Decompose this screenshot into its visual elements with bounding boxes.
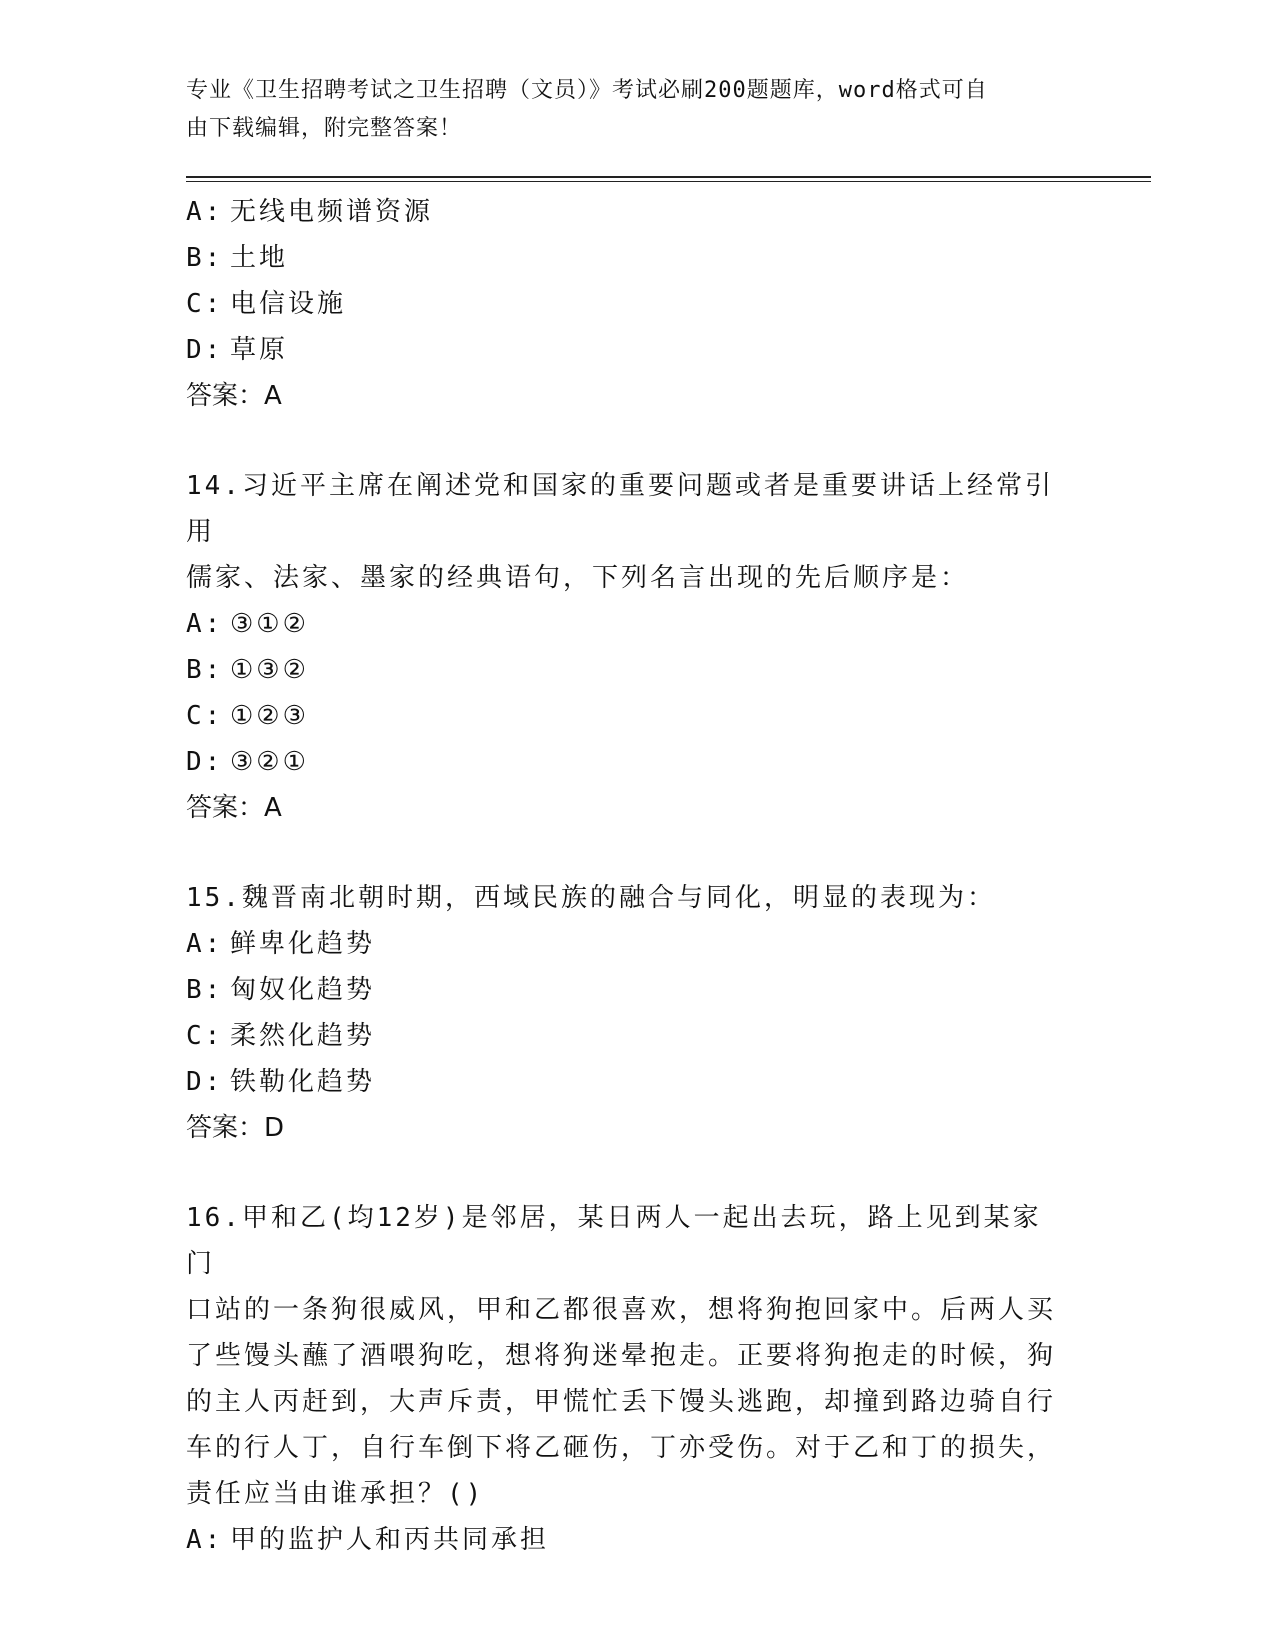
option-text: 甲的监护人和丙共同承担 [230, 1525, 550, 1555]
option-letter: B: [186, 975, 224, 1005]
option-letter: A: [186, 197, 224, 227]
option-letter: A: [186, 609, 224, 639]
spacer [186, 419, 1086, 463]
spacer [186, 1151, 1086, 1195]
option-a [186, 189, 1086, 235]
option-letter: A: [186, 1525, 224, 1555]
option-c [186, 693, 1086, 739]
option-b [186, 647, 1086, 693]
header-line-2: 由下载编辑，附完整答案！ [186, 116, 463, 141]
option-a [186, 601, 1086, 647]
question-16 [186, 1195, 1086, 1563]
header-line-1: 专业《卫生招聘考试之卫生招聘（文员）》考试必刷200题题库，word格式可自 [186, 78, 988, 103]
option-b [186, 235, 1086, 281]
option-text: ③①② [230, 609, 309, 639]
option-text: 土地 [230, 243, 289, 273]
option-letter: C: [186, 289, 224, 319]
header-divider-thick [186, 176, 1151, 178]
option-b [186, 967, 1086, 1013]
question-line: 14.习近平主席在阐述党和国家的重要问题或者是重要讲话上经常引用 [186, 471, 1054, 547]
option-text: 无线电频谱资源 [230, 197, 434, 227]
header-divider-thin [186, 181, 1151, 182]
option-letter: D: [186, 335, 224, 365]
answer-line: 答案：A [186, 381, 282, 411]
question-line: 儒家、法家、墨家的经典语句，下列名言出现的先后顺序是： [186, 563, 970, 593]
option-text: 鲜卑化趋势 [230, 929, 376, 959]
question-13 [186, 189, 1086, 419]
question-text [186, 463, 1066, 601]
option-d [186, 739, 1086, 785]
option-letter: C: [186, 1021, 224, 1051]
option-letter: B: [186, 655, 224, 685]
option-text: 柔然化趋势 [230, 1021, 376, 1051]
option-d [186, 327, 1086, 373]
question-line: 了些馒头蘸了酒喂狗吃，想将狗迷晕抱走。正要将狗抱走的时候，狗 [186, 1341, 1057, 1371]
option-text: ③②① [230, 747, 309, 777]
question-line: 的主人丙赶到，大声斥责，甲慌忙丢下馒头逃跑，却撞到路边骑自行 [186, 1387, 1057, 1417]
question-line: 口站的一条狗很威风，甲和乙都很喜欢，想将狗抱回家中。后两人买 [186, 1295, 1057, 1325]
option-text: ①③② [230, 655, 309, 685]
document-header [186, 72, 1066, 148]
option-letter: D: [186, 747, 224, 777]
question-text [186, 875, 1066, 921]
question-14 [186, 463, 1086, 831]
option-c [186, 281, 1086, 327]
option-text: 铁勒化趋势 [230, 1067, 376, 1097]
option-text: 匈奴化趋势 [230, 975, 376, 1005]
option-letter: D: [186, 1067, 224, 1097]
option-text: ①②③ [230, 701, 309, 731]
question-line: 15.魏晋南北朝时期，西域民族的融合与同化，明显的表现为： [186, 883, 996, 913]
question-line: 责任应当由谁承担？() [186, 1479, 485, 1509]
option-text: 电信设施 [230, 289, 347, 319]
option-d [186, 1059, 1086, 1105]
question-text [186, 1195, 1066, 1517]
answer-line: 答案：D [186, 1113, 285, 1143]
question-line: 16.甲和乙(均12岁)是邻居，某日两人一起出去玩，路上见到某家门 [186, 1203, 1042, 1279]
spacer [186, 831, 1086, 875]
option-letter: B: [186, 243, 224, 273]
question-line: 车的行人丁，自行车倒下将乙砸伤，丁亦受伤。对于乙和丁的损失， [186, 1433, 1057, 1463]
option-text: 草原 [230, 335, 289, 365]
option-c [186, 1013, 1086, 1059]
option-letter: A: [186, 929, 224, 959]
question-15 [186, 875, 1086, 1151]
option-letter: C: [186, 701, 224, 731]
answer-line: 答案：A [186, 793, 282, 823]
question-list [186, 189, 1086, 1563]
option-a [186, 1517, 1086, 1563]
option-a [186, 921, 1086, 967]
